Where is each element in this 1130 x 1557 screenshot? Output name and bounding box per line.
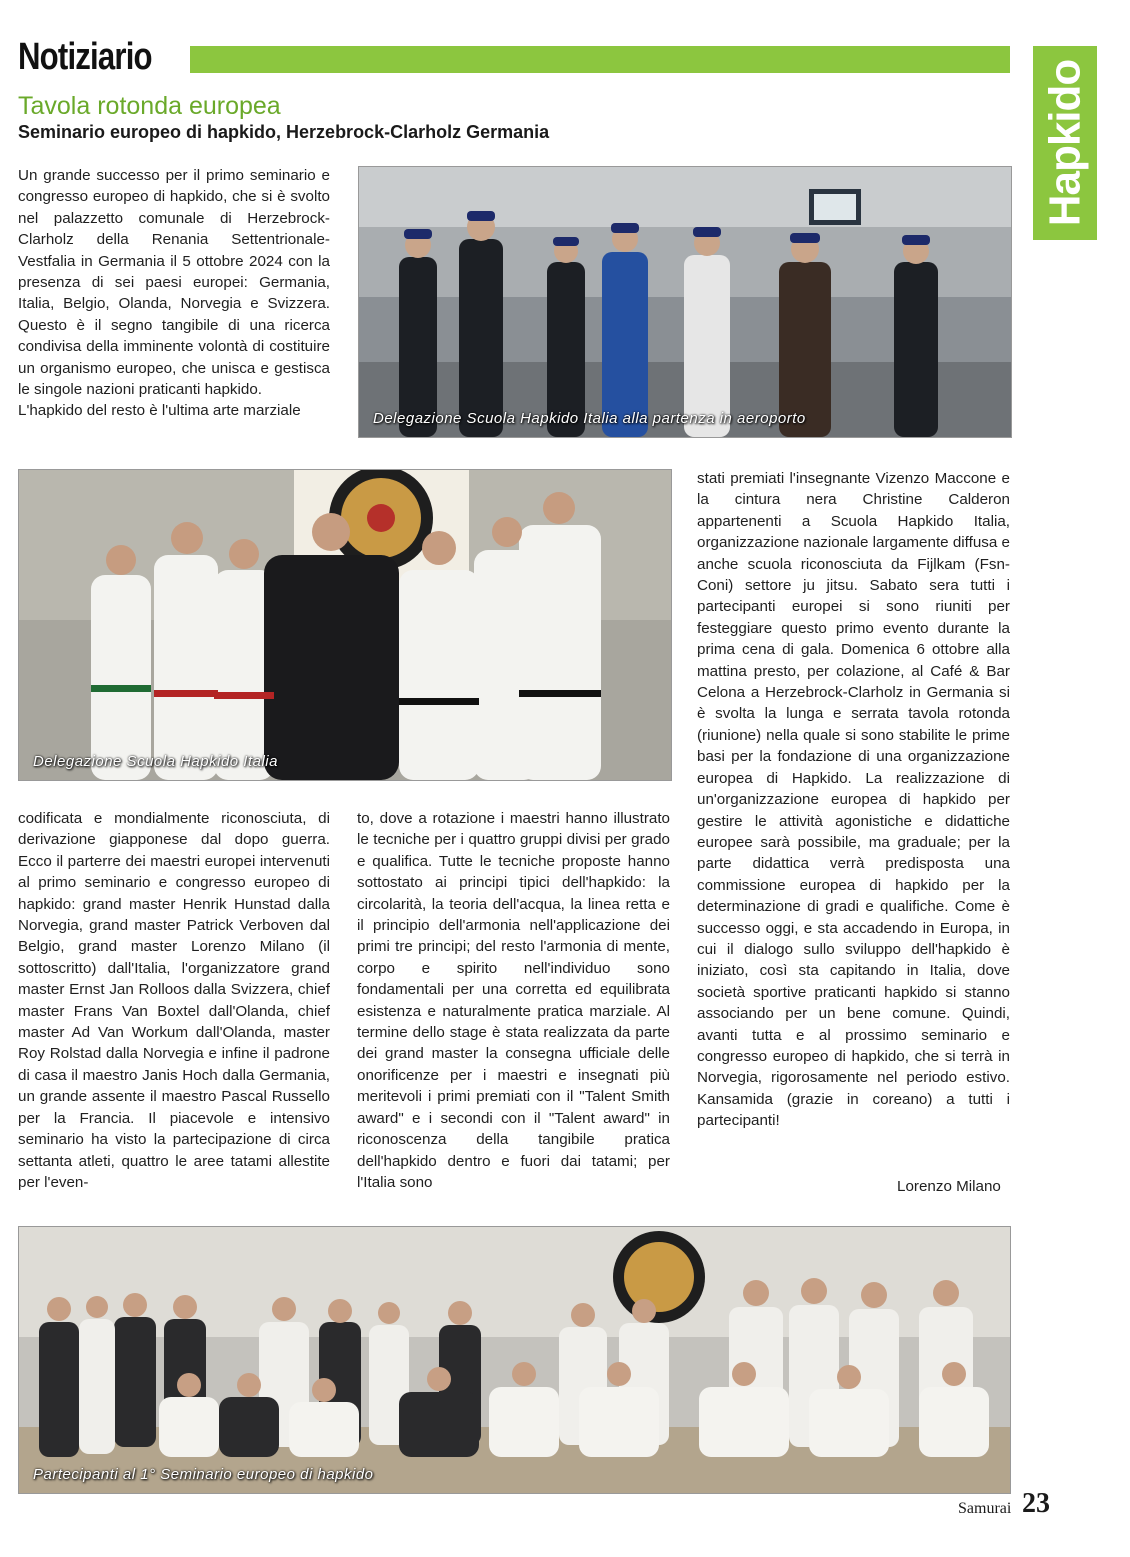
paragraph-techniques: to, dove a rotazione i maestri hanno illustrato le tecniche per i quattro gruppi divisi per grado e qualifica. Tutte le tecniche proposte hanno sottostato ai principi tipici dell'hapkido: la circolarità, la teoria dell'acqua, la linea retta e il principio dell'armonia nell'applicazione dei primi tre principi; del resto l'armonia di mente, corpo e spirito nell'individuo sono fondamentali per una corretta ed equilibrata esistenza e naturalmente pratica marziale. Al termine dello stage è stata realizzata da parte dei grand master la consegna ufficiale delle onorificenze per i maestri e insegnati più meritevoli i primi premiati con il "Talent Smith award" e i secondi con il "Talent award" in riconoscenza della tangibile pratica dell'hapkido dentro e fuori dai tatami; per l'Italia sono bbox=[357, 810, 670, 1191]
paragraph-intro: Un grande successo per il primo seminario e congresso europeo di hapkido, che si è svolto nel palazzetto comunale di Herzebrock-Clarholz della Renania Settentrionale-Vestfalia in Germania il 5 ottobre 2024 con la presenza di sei paesi europei: Germania, Italia, Belgio, Olanda, Norvegia e Svizzera. Questo è il segno tangibile di una ricerca condivisa della imminente volontà di costituire un organismo europeo, che unisca e gestisca le singole nazioni praticanti hapkido. bbox=[18, 167, 330, 399]
article-title: Tavola rotonda europea bbox=[18, 92, 281, 120]
side-tab-label: Hapkido bbox=[1040, 59, 1090, 227]
photo-airport bbox=[358, 166, 1012, 438]
article-column-2 bbox=[18, 808, 330, 1193]
section-header-bar bbox=[190, 46, 1010, 73]
article-column-3 bbox=[357, 808, 670, 1193]
photo-delegation bbox=[18, 469, 672, 781]
airport-caption: Delegazione Scuola Hapkido Italia alla partenza in aeroporto bbox=[373, 410, 806, 427]
side-tab bbox=[1033, 46, 1097, 240]
section-title: Notiziario bbox=[18, 36, 152, 78]
page-number: 23 bbox=[1022, 1488, 1050, 1519]
delegation-photo-image bbox=[19, 470, 671, 780]
paragraph-masters: codificata e mondialmente riconosciuta, di derivazione giapponese dal dopo guerra. Ecco il parterre dei maestri europei intervenuti al primo seminario e congresso europeo di hapkido: grand master Henrik Hunstad dalla Norvegia, grand master Patrick Verboven dal Belgio, grand master Lorenzo Milano (il sottoscritto) dall'Italia, l'organizzatore grand master Ernst Jan Rolloos dalla Svizzera, chief master Frans Van Boxtel dall'Olanda, chief master Ad Van Workum dall'Olanda, master Roy Rolstad dalla Norvegia e infine il padrone di casa il maestro Janis Hoch dalla Germania, un grande assente il maestro Pascal Russello per la Francia. Il piacevole e intensivo seminario ha visto la partecipazione di circa settanta atleti, quattro le aree tatami allestite per l'even- bbox=[18, 810, 330, 1191]
article-column-1 bbox=[18, 165, 330, 422]
group-caption: Partecipanti al 1° Seminario europeo di hapkido bbox=[33, 1466, 374, 1483]
paragraph-awards-roundtable: stati premiati l'insegnante Vizenzo Maccone e la cintura nera Christine Calderon appartenenti a Scuola Hapkido Italia, organizzazione nazionale largamente diffusa e anche scuola riconosciuta da Fijlkam (Fsn-Coni) settore ju jitsu. Sabato sera tutti i partecipanti europei si sono riuniti per festeggiare questo primo evento durante la prima cena di gala. Domenica 6 ottobre alla mattina presto, per colazione, al Café & Bar Celona a Herzebrock-Clarholz in Germania si è svolta la lunga e serrata tavola rotonda (riunione) nella quale si sono stabilite le prime basi per la fondazione di una organizzazione europea di Hapkido. La realizzazione di un'organizzazione europea di hapkido per gestire le attività agonistiche e didattiche europee sarà possibile, ma graduale; per la parte didattica verrà predisposta una commissione europea di hapkido per la determinazione di gradi e qualifiche. Come è successo oggi, e sta accadendo in Europa, in cui il dialogo sullo sviluppo dell'hapkido è iniziato, così sta capitando in Italia, dove società sportive praticanti hapkido si stanno associando per un bene comune. Quindi, avanti tutta e al prossimo seminario e congresso europeo di hapkido, che si terrà in Norvegia, rigorosamente nel periodo estivo. Kansamida (grazie in coreano) a tutti i partecipanti! bbox=[697, 470, 1010, 1130]
author-signature: Lorenzo Milano bbox=[897, 1178, 1001, 1195]
delegation-caption: Delegazione Scuola Hapkido Italia bbox=[33, 753, 278, 770]
magazine-name: Samurai bbox=[958, 1500, 1012, 1517]
article-subtitle: Seminario europeo di hapkido, Herzebrock-Clarholz Germania bbox=[18, 122, 550, 142]
paragraph-intro-continued: L'hapkido del resto è l'ultima arte marziale bbox=[18, 402, 301, 420]
article-column-4 bbox=[697, 468, 1010, 1132]
group-photo-image bbox=[19, 1227, 1010, 1493]
airport-photo-image bbox=[359, 167, 1011, 437]
photo-group bbox=[18, 1226, 1011, 1494]
